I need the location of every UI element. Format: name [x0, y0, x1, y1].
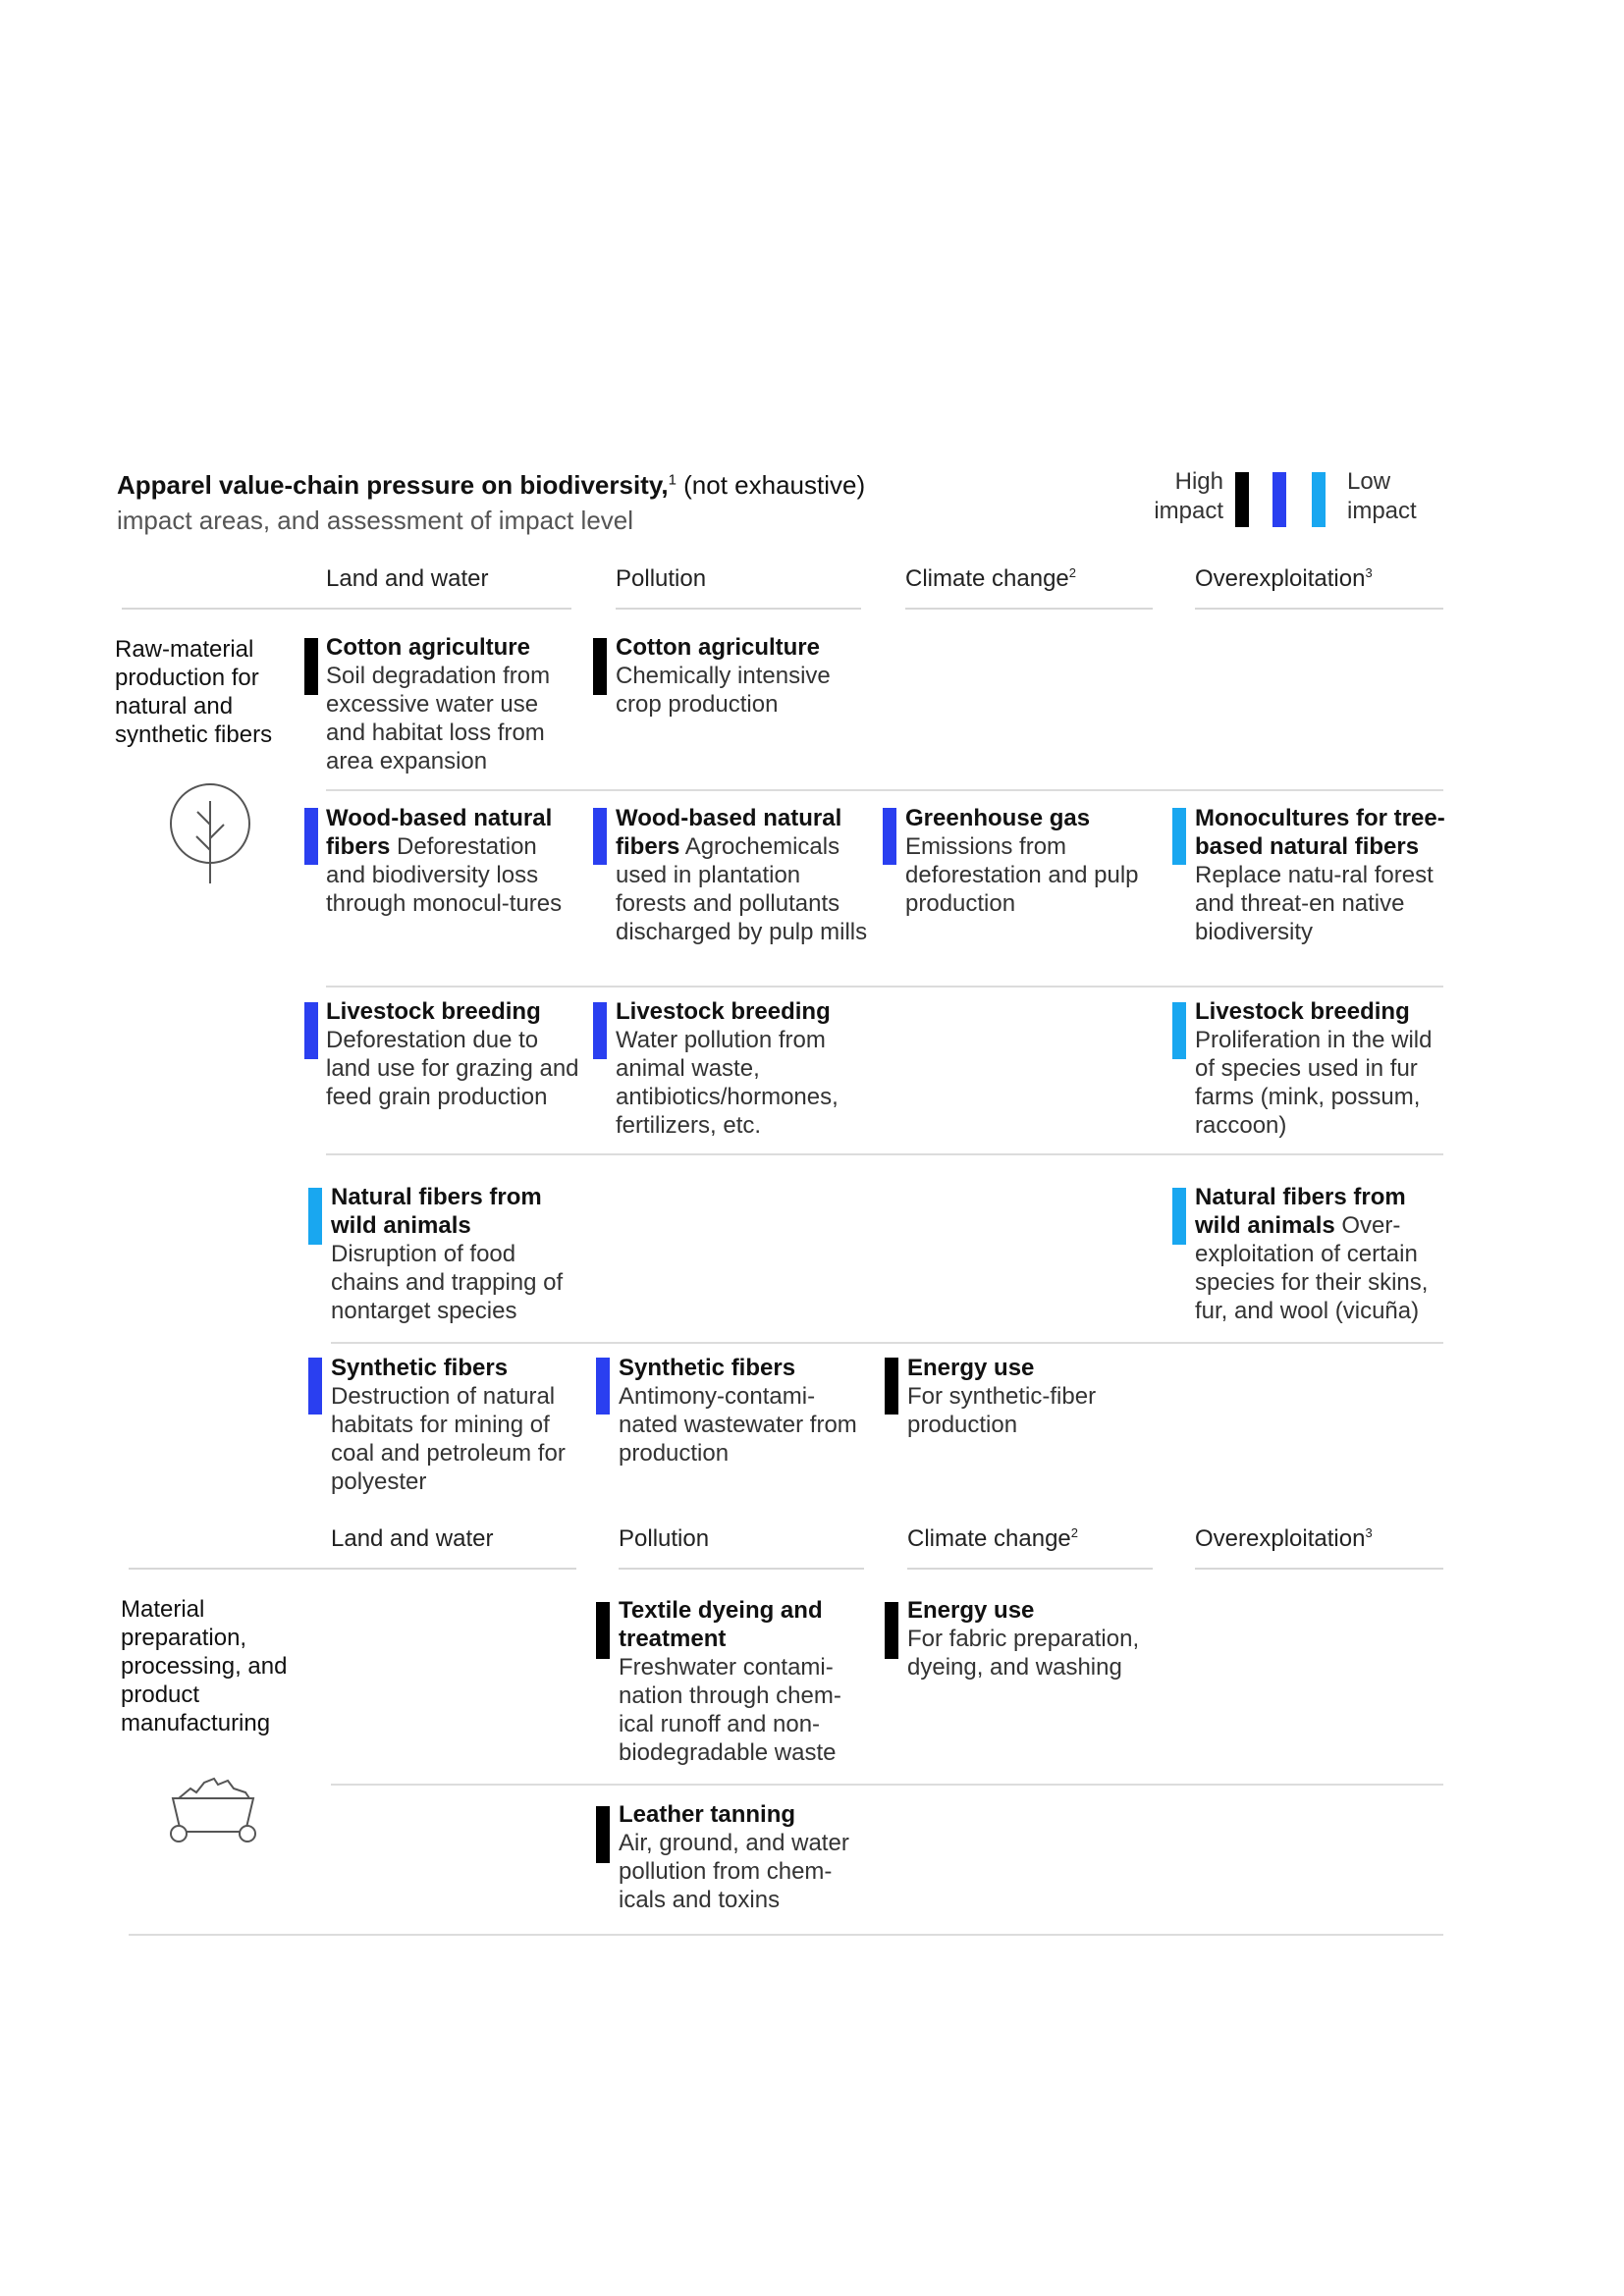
row-divider	[326, 789, 1443, 791]
tree-icon	[167, 781, 253, 885]
impact-cell: Synthetic fibers Destruction of natural habitats for mining of coal and petroleum for polyester	[331, 1355, 566, 1495]
column-header-rule	[1195, 1568, 1443, 1570]
chart-title: Apparel value-chain pressure on biodiversity,$^1$ (not exhaustive)	[117, 470, 866, 500]
impact-medium-bar	[308, 1358, 322, 1415]
impact-medium-bar	[593, 808, 607, 865]
impact-cell: Cotton agriculture Chemically intensive crop production	[616, 634, 831, 718]
impact-high-bar	[596, 1806, 610, 1863]
impact-high-bar	[596, 1602, 610, 1659]
impact-low-bar	[1172, 1188, 1186, 1245]
column-header-climate-change: Climate change$^2$	[905, 565, 1076, 592]
impact-low-bar	[308, 1188, 322, 1245]
legend-high-label: High impact	[1154, 468, 1223, 524]
impact-medium-bar	[304, 808, 318, 865]
impact-medium-bar	[304, 1002, 318, 1059]
legend-high-bar	[1235, 472, 1249, 527]
column-header-overexploitation: Overexploitation$^3$	[1195, 565, 1373, 592]
section-label-raw-material: Raw-material production for natural and synthetic fibers	[115, 636, 273, 748]
table-bottom-rule	[129, 1934, 1443, 1936]
impact-cell: Textile dyeing and treatment Freshwater contami-nation through chem-ical runoff and non-biodegradable waste	[619, 1597, 841, 1766]
chart-subtitle: impact areas, and assessment of impact level	[117, 506, 634, 535]
impact-cell: Cotton agriculture Soil degradation from excessive water use and habitat loss from area expansion	[326, 634, 551, 774]
column-header-rule	[907, 1568, 1153, 1570]
impact-high-bar	[304, 638, 318, 695]
impact-cell: Greenhouse gas Emissions from deforestation and pulp production	[905, 805, 1139, 917]
impact-cell: Wood-based natural fibers Deforestation and biodiversity loss through monocul-tures	[326, 805, 563, 917]
column-header-land-and-water: Land and water	[326, 565, 489, 592]
column-header-pollution: Pollution	[619, 1525, 710, 1552]
column-header-rule	[129, 1568, 576, 1570]
legend-medium-bar	[1272, 472, 1286, 527]
row-divider	[331, 1342, 1443, 1344]
impact-cell: Livestock breeding Proliferation in the wild of species used in fur farms (mink, possum, raccoon)	[1195, 998, 1433, 1139]
impact-high-bar	[885, 1358, 898, 1415]
column-header-rule	[619, 1568, 864, 1570]
impact-low-bar	[1172, 808, 1186, 865]
impact-cell: Livestock breeding Deforestation due to land use for grazing and feed grain production	[326, 998, 579, 1110]
impact-cell: Synthetic fibers Antimony-contami-nated wastewater from production	[619, 1355, 857, 1467]
section-label-material-preparation: Material preparation, processing, and product manufacturing	[121, 1596, 288, 1736]
legend-low-label: Low impact	[1347, 468, 1417, 524]
column-header-rule	[1195, 608, 1443, 610]
column-header-pollution: Pollution	[616, 565, 707, 592]
impact-cell: Livestock breeding Water pollution from animal waste, antibiotics/hormones, fertilizers, etc.	[616, 998, 839, 1139]
column-header-rule	[616, 608, 861, 610]
row-divider	[331, 1784, 1443, 1786]
row-divider	[326, 986, 1443, 988]
mine-cart-icon	[169, 1767, 257, 1845]
impact-cell: Wood-based natural fibers Agrochemicals used in plantation forests and pollutants discharged by pulp mills	[616, 805, 868, 945]
impact-cell: Natural fibers from wild animals Over-exploitation of certain species for their skins, fur, and wool (vicuña)	[1195, 1184, 1429, 1324]
impact-cell: Energy use For fabric preparation, dyeing, and washing	[907, 1597, 1140, 1681]
impact-cell: Leather tanning Air, ground, and water pollution from chem-icals and toxins	[619, 1801, 849, 1913]
impact-high-bar	[885, 1602, 898, 1659]
row-divider	[326, 1153, 1443, 1155]
column-header-rule	[905, 608, 1153, 610]
impact-medium-bar	[883, 808, 896, 865]
legend-low-bar	[1312, 472, 1326, 527]
impact-medium-bar	[593, 1002, 607, 1059]
column-header-overexploitation: Overexploitation$^3$	[1195, 1525, 1373, 1552]
column-header-climate-change: Climate change$^2$	[907, 1525, 1078, 1552]
column-header-land-and-water: Land and water	[331, 1525, 494, 1552]
impact-medium-bar	[596, 1358, 610, 1415]
impact-cell: Natural fibers from wild animals Disruption of food chains and trapping of nontarget species	[331, 1184, 564, 1324]
impact-cell: Energy use For synthetic-fiber production	[907, 1355, 1097, 1438]
impact-high-bar	[593, 638, 607, 695]
column-header-rule	[122, 608, 571, 610]
impact-cell: Monocultures for tree-based natural fibers Replace natu-ral forest and threat-en native biodiversity	[1195, 805, 1445, 945]
impact-low-bar	[1172, 1002, 1186, 1059]
